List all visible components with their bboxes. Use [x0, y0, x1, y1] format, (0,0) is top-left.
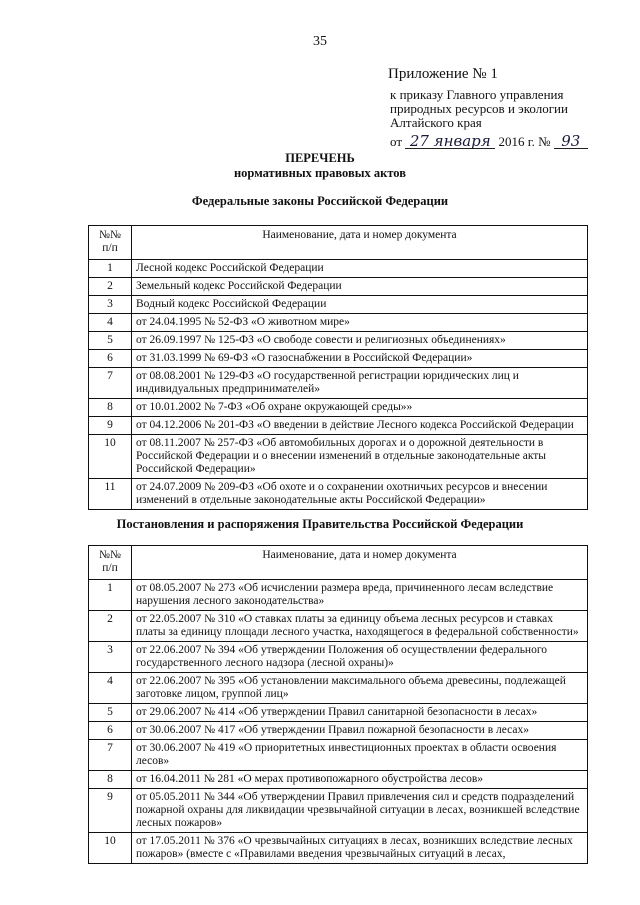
federal-laws-rows	[89, 260, 588, 510]
table-row	[89, 435, 588, 479]
row-name: Водный кодекс Российской Федерации	[132, 296, 588, 314]
table-row	[89, 642, 588, 673]
row-name: от 08.11.2007 № 257-ФЗ «Об автомобильных дорогах и о дорожной деятельности в Российской Федерации и о внесении изменений в отдельные законодательные акты Российской Федерации»	[132, 435, 588, 479]
row-number: 2	[89, 611, 132, 642]
table-row	[89, 789, 588, 833]
row-number: 6	[89, 722, 132, 740]
row-number: 2	[89, 278, 132, 296]
federal-laws-table	[88, 225, 588, 510]
table-row	[89, 673, 588, 704]
row-number: 10	[89, 833, 132, 864]
table-row	[89, 350, 588, 368]
row-number: 11	[89, 479, 132, 510]
row-number: 4	[89, 673, 132, 704]
row-number: 3	[89, 296, 132, 314]
row-name: от 22.06.2007 № 395 «Об установлении максимального объема древесины, подлежащей заготовке лицом, группой лиц»	[132, 673, 588, 704]
table-row	[89, 314, 588, 332]
table-row	[89, 332, 588, 350]
table-row	[89, 278, 588, 296]
row-number: 5	[89, 332, 132, 350]
column-header-name: Наименование, дата и номер документа	[132, 546, 588, 580]
row-number: 9	[89, 417, 132, 435]
table-row	[89, 260, 588, 278]
column-header-number: №№ п/п	[89, 226, 132, 260]
row-name: от 30.06.2007 № 419 «О приоритетных инвестиционных проектах в области освоения лесов»	[132, 740, 588, 771]
row-number: 1	[89, 260, 132, 278]
row-number: 7	[89, 368, 132, 399]
row-number: 5	[89, 704, 132, 722]
row-name: от 22.06.2007 № 394 «Об утверждении Положения об осуществлении федерального государственного лесного надзора (лесной охраны)»	[132, 642, 588, 673]
row-number: 9	[89, 789, 132, 833]
row-name: от 10.01.2002 № 7-ФЗ «Об охране окружающей среды»»	[132, 399, 588, 417]
row-name: от 24.07.2009 № 209-ФЗ «Об охоте и о сохранении охотничьих ресурсов и внесении изменений в отдельные законодательные акты Российской Федерации»	[132, 479, 588, 510]
table-row	[89, 833, 588, 864]
row-name: от 29.06.2007 № 414 «Об утверждении Правил санитарной безопасности в лесах»	[132, 704, 588, 722]
handwritten-number: 93	[554, 134, 588, 149]
table-row	[89, 296, 588, 314]
row-name: от 17.05.2011 № 376 «О чрезвычайных ситуациях в лесах, возникших вследствие лесных пожаров» (вместе с «Правилами введения чрезвычайных ситуаций в лесах,	[132, 833, 588, 864]
row-number: 1	[89, 580, 132, 611]
table-header-row	[89, 226, 588, 260]
row-number: 8	[89, 399, 132, 417]
row-name: от 24.04.1995 № 52-ФЗ «О животном мире»	[132, 314, 588, 332]
row-name: от 22.05.2007 № 310 «О ставках платы за единицу объема лесных ресурсов и ставках платы за единицу площади лесного участка, находящегося в федеральной собственности»	[132, 611, 588, 642]
date-prefix: от	[390, 134, 403, 149]
row-number: 4	[89, 314, 132, 332]
government-resolutions-table	[88, 545, 588, 864]
row-number: 7	[89, 740, 132, 771]
document-title-line2: нормативных правовых актов	[233, 166, 406, 180]
table-row	[89, 417, 588, 435]
government-resolutions-rows	[89, 580, 588, 864]
document-title	[0, 151, 640, 181]
row-name: от 30.06.2007 № 417 «Об утверждении Правил пожарной безопасности в лесах»	[132, 722, 588, 740]
row-name: от 31.03.1999 № 69-ФЗ «О газоснабжении в Российской Федерации»	[132, 350, 588, 368]
year-text: 2016 г. №	[498, 134, 551, 149]
row-name: от 08.05.2007 № 273 «Об исчислении размера вреда, причиненного лесам вследствие нарушения лесного законодательства»	[132, 580, 588, 611]
appendix-date-line	[390, 134, 610, 150]
row-number: 8	[89, 771, 132, 789]
page-number: 35	[313, 34, 327, 49]
table-row	[89, 771, 588, 789]
table-row	[89, 368, 588, 399]
row-number: 3	[89, 642, 132, 673]
section-heading-government-resolutions: Постановления и распоряжения Правительства Российской Федерации	[116, 517, 524, 531]
table-row	[89, 580, 588, 611]
row-name: от 26.09.1997 № 125-ФЗ «О свободе совести и религиозных объединениях»	[132, 332, 588, 350]
handwritten-date: 27 января	[405, 134, 495, 149]
row-name: Земельный кодекс Российской Федерации	[132, 278, 588, 296]
row-number: 6	[89, 350, 132, 368]
table-row	[89, 722, 588, 740]
row-number: 10	[89, 435, 132, 479]
row-name: от 16.04.2011 № 281 «О мерах противопожарного обустройства лесов»	[132, 771, 588, 789]
column-header-number: №№ п/п	[89, 546, 132, 580]
appendix-title: Приложение № 1	[388, 66, 498, 82]
table-row	[89, 399, 588, 417]
row-name: от 05.05.2011 № 344 «Об утверждении Правил привлечения сил и средств подразделений пожарной охраны для ликвидации чрезвычайной ситуации в лесах, возникшей вследствие лесных пожаров»	[132, 789, 588, 833]
column-header-name: Наименование, дата и номер документа	[132, 226, 588, 260]
row-name: Лесной кодекс Российской Федерации	[132, 260, 588, 278]
document-title-line1: ПЕРЕЧЕНЬ	[285, 151, 355, 165]
row-name: от 04.12.2006 № 201-ФЗ «О введении в действие Лесного кодекса Российской Федерации	[132, 417, 588, 435]
table-row	[89, 740, 588, 771]
appendix-reference: к приказу Главного управления природных ресурсов и экологии Алтайского края	[390, 87, 568, 130]
section-heading-federal-laws: Федеральные законы Российской Федерации	[191, 194, 449, 208]
table-row	[89, 704, 588, 722]
table-header-row	[89, 546, 588, 580]
table-row	[89, 611, 588, 642]
table-row	[89, 479, 588, 510]
row-name: от 08.08.2001 № 129-ФЗ «О государственной регистрации юридических лиц и индивидуальных предпринимателей»	[132, 368, 588, 399]
